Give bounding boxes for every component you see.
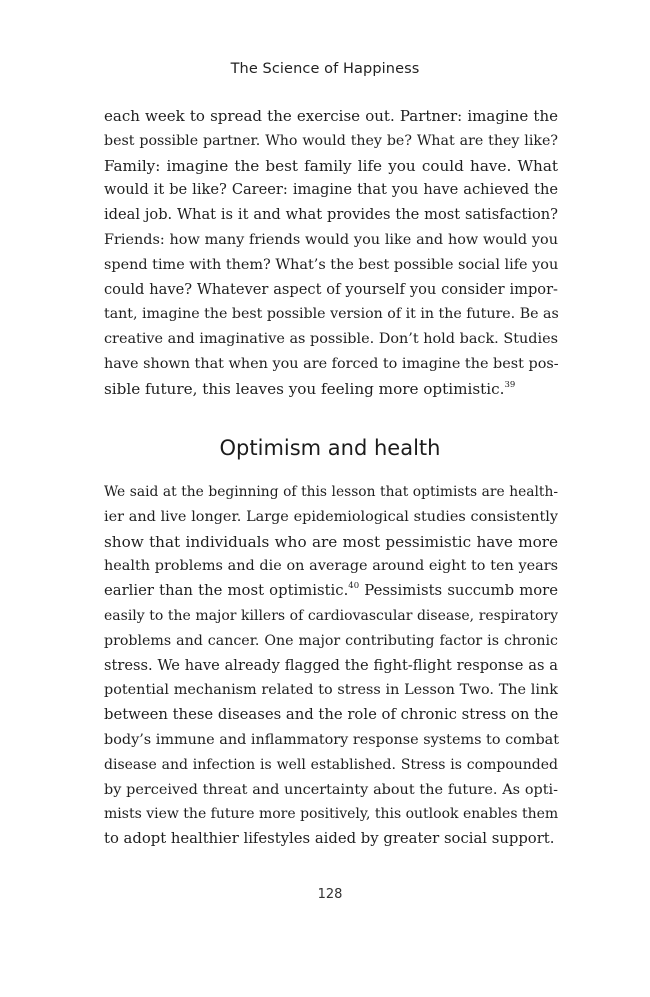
text-line-content: earlier than the most optimistic. [104, 582, 349, 600]
text-line: could have? Whatever aspect of yourself you consider impor- [104, 280, 558, 298]
text-line: stress. We have already flagged the fight-flight response as a [104, 656, 558, 674]
text-line: ier and live longer. Large epidemiological studies consistently [104, 508, 558, 525]
text-line: problems and cancer. One major contributing factor is chronic [104, 632, 558, 649]
page-number: 128 [317, 887, 343, 902]
text-line: creative and imaginative as possible. Don’t hold back. Studies [104, 331, 558, 348]
text-line: disease and infection is well established. Stress is compounded [104, 756, 558, 773]
text-line: tant, imagine the best possible version of it in the future. Be as [104, 306, 559, 323]
text-line: by perceived threat and uncertainty about the future. As opti- [104, 781, 558, 798]
text-line: spend time with them? What’s the best possible social life you [104, 256, 559, 273]
text-line-content: Pessimists succumb more [359, 582, 558, 600]
footnote-reference[interactable]: 40 [348, 581, 360, 592]
text-line: Family: imagine the best family life you could have. What [104, 156, 558, 175]
text-line: mists view the future more positively, this outlook enables them [104, 806, 559, 823]
text-line: We said at the beginning of this lesson that optimists are health- [104, 484, 558, 500]
footnote-reference[interactable]: 39 [504, 379, 516, 390]
body-paragraph-1 [104, 104, 558, 402]
body-paragraph-2 [104, 480, 558, 852]
text-line: body’s immune and inflammatory response systems to combat [104, 731, 560, 748]
text-line: each week to spread the exercise out. Partner: imagine the [104, 107, 558, 125]
text-line [104, 579, 558, 604]
text-line: potential mechanism related to stress in Lesson Two. The link [104, 682, 558, 699]
text-line: have shown that when you are forced to imagine the best pos- [104, 355, 559, 372]
section-heading: Optimism and health [219, 436, 441, 460]
text-line: to adopt healthier lifestyles aided by greater social support. [104, 830, 555, 848]
text-line: easily to the major killers of cardiovascular disease, respiratory [104, 607, 558, 624]
text-line-content: sible future, this leaves you feeling more optimistic. [104, 379, 505, 398]
text-line [104, 377, 558, 402]
text-line: ideal job. What is it and what provides the most satisfaction? [104, 206, 558, 224]
text-line: health problems and die on average around eight to ten years [104, 558, 558, 575]
text-line: best possible partner. Who would they be? What are they like? [104, 132, 558, 149]
text-line: would it be like? Career: imagine that you have achieved the [104, 181, 558, 199]
running-head: The Science of Happiness [230, 61, 420, 77]
text-line: between these diseases and the role of chronic stress on the [104, 706, 559, 724]
text-line: show that individuals who are most pessimistic have more [104, 532, 558, 551]
text-line: Friends: how many friends would you like and how would you [104, 231, 558, 248]
